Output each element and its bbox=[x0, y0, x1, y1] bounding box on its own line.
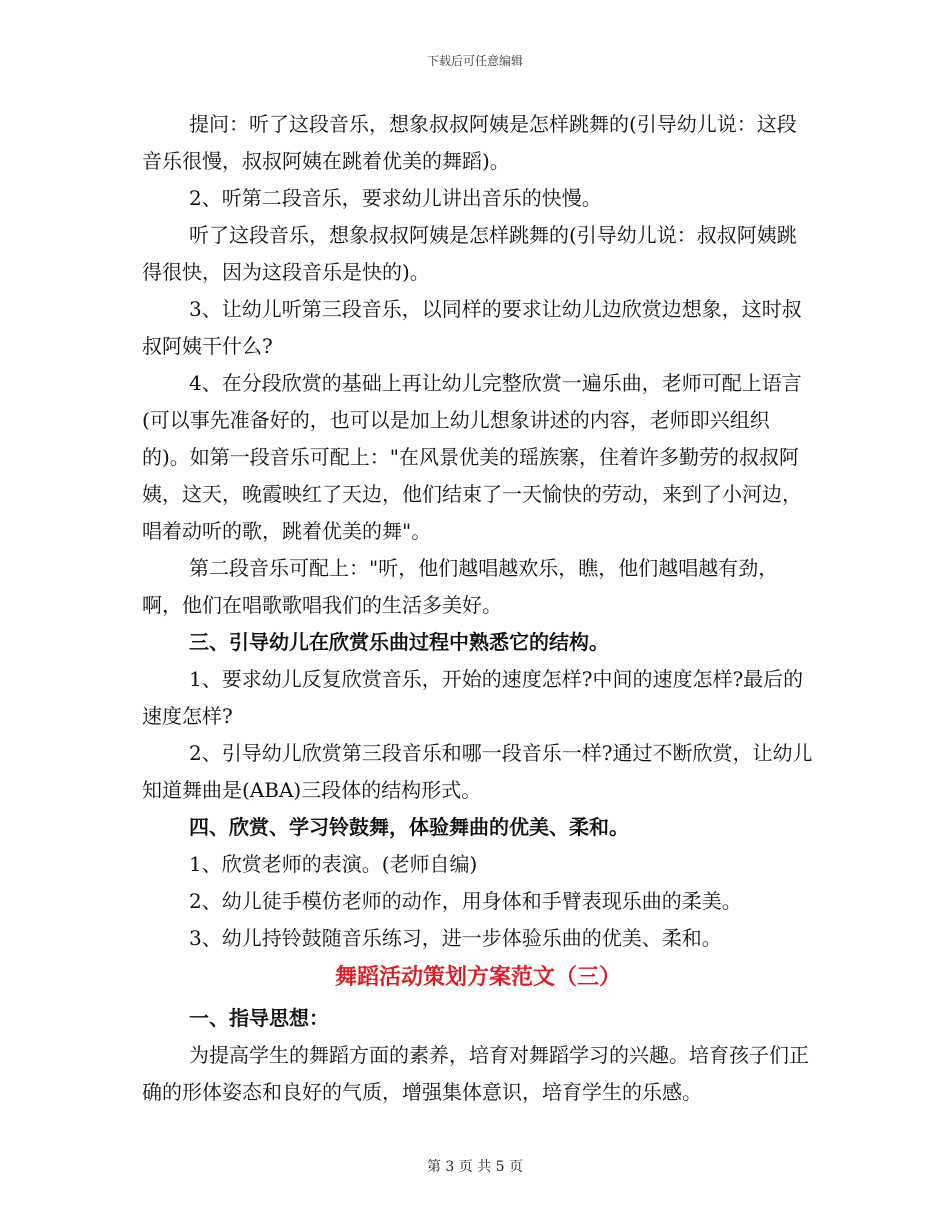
paragraph: 提问：听了这段音乐，想象叔叔阿姨是怎样跳舞的(引导幼儿说：这段音乐很慢，叔叔阿姨在跳着优美的舞蹈)。 bbox=[142, 112, 797, 173]
paragraph: 听了这段音乐，想象叔叔阿姨是怎样跳舞的(引导幼儿说：叔叔阿姨跳得很快，因为这段音乐是快的)。 bbox=[142, 223, 797, 284]
paragraph: 1、要求幼儿反复欣赏音乐，开始的速度怎样?中间的速度怎样?最后的速度怎样? bbox=[142, 667, 804, 728]
paragraph: 2、幼儿徒手模仿老师的动作，用身体和手臂表现乐曲的柔美。 bbox=[189, 889, 742, 913]
paragraph: 2、听第二段音乐，要求幼儿讲出音乐的快慢。 bbox=[189, 186, 602, 210]
paragraph: 2、引导幼儿欣赏第三段音乐和哪一段音乐一样?通过不断欣赏，让幼儿知道舞曲是(ABA)三段体的结构形式。 bbox=[142, 741, 813, 802]
page-header: 下载后可任意编辑 bbox=[426, 54, 523, 68]
page-footer: 第 3 页 共 5 页 bbox=[426, 1159, 524, 1175]
section-heading: 一、指导思想： bbox=[189, 1006, 329, 1030]
paragraph: 为提高学生的舞蹈方面的素养，培育对舞蹈学习的兴趣。培育孩子们正确的形体姿态和良好的气质，增强集体意识，培育学生的乐感。 bbox=[142, 1043, 809, 1104]
paragraph: 第二段音乐可配上："听，他们越唱越欢乐，瞧，他们越唱越有劲，啊，他们在唱歌歌唱我们的生活多美好。 bbox=[142, 556, 779, 617]
document-body bbox=[142, 106, 814, 1111]
paragraph: 3、幼儿持铃鼓随音乐练习，进一步体验乐曲的优美、柔和。 bbox=[189, 926, 722, 950]
paragraph: 3、让幼儿听第三段音乐，以同样的要求让幼儿边欣赏边想象，这时叔叔阿姨干什么? bbox=[142, 297, 802, 358]
section-heading: 三、引导幼儿在欣赏乐曲过程中熟悉它的结构。 bbox=[189, 630, 609, 654]
section-heading: 四、欣赏、学习铃鼓舞，体验舞曲的优美、柔和。 bbox=[189, 815, 629, 839]
paragraph: 4、在分段欣赏的基础上再让幼儿完整欣赏一遍乐曲，老师可配上语言(可以事先准备好的，也可以是加上幼儿想象讲述的内容，老师即兴组织的)。如第一段音乐可配上："在风景优美的瑶族寨，住着许多勤劳的叔叔阿姨，这天，晚霞映红了天边，他们结束了一天愉快的劳动，来到了小河边，唱着动听的歌，跳着优美的舞"。 bbox=[142, 371, 802, 543]
paragraph: 1、欣赏老师的表演。(老师自编) bbox=[189, 852, 478, 876]
section-title: 舞蹈活动策划方案范文（三） bbox=[334, 964, 621, 990]
